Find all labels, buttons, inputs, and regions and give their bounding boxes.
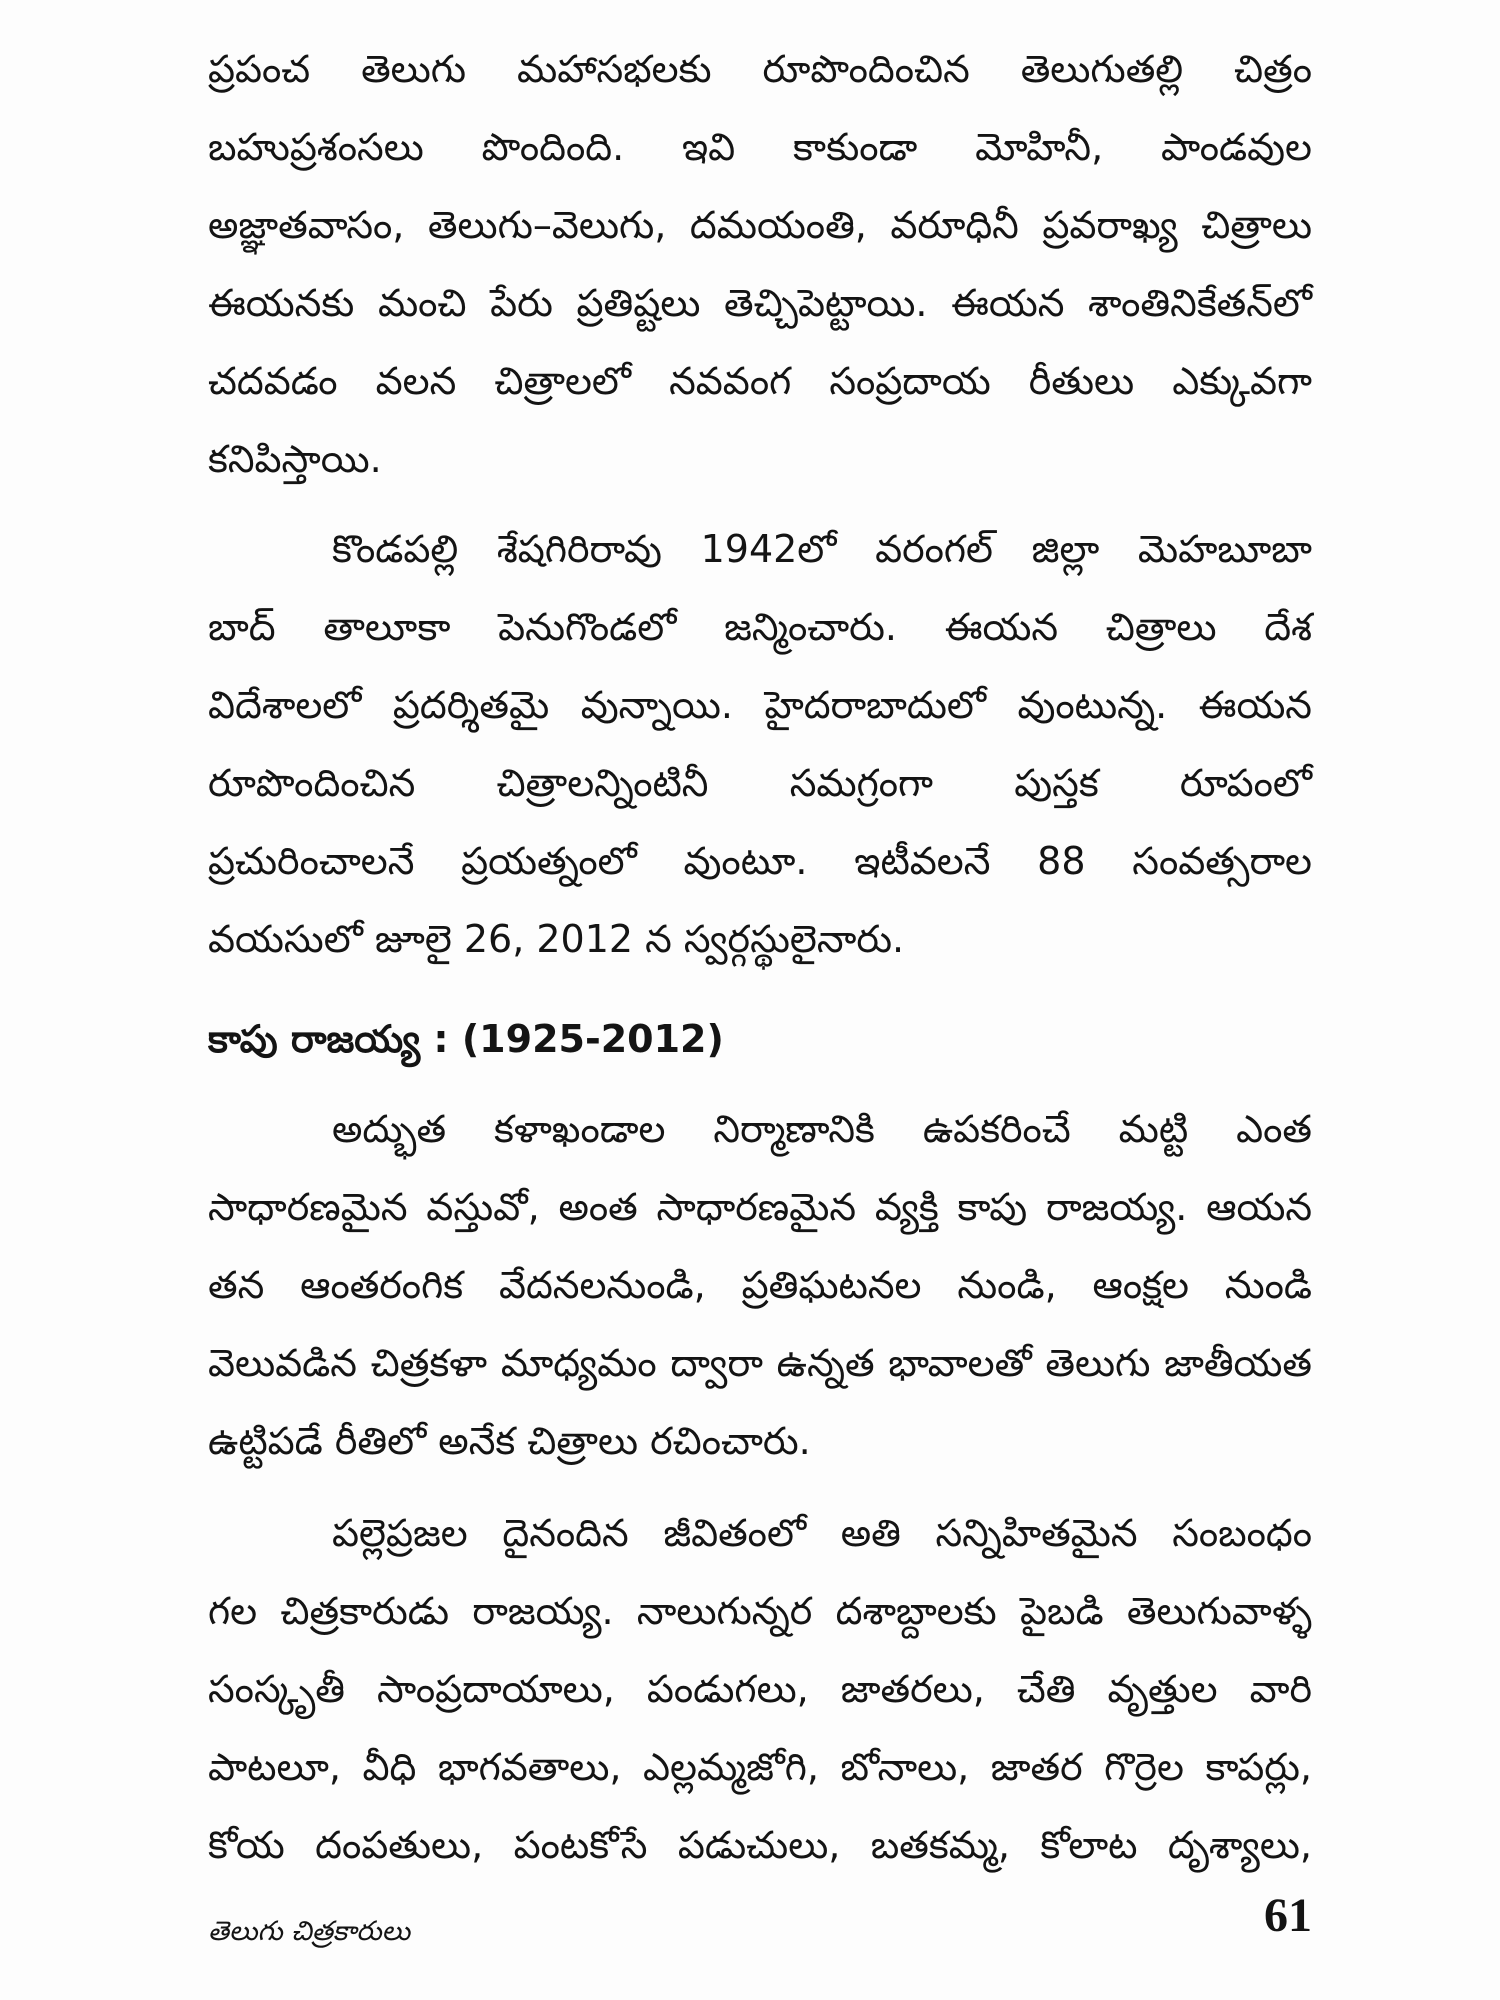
text-line: ప్రపంచ తెలుగు మహాసభలకు రూపొందించిన తెలుగుతల్లి చిత్రం [208, 47, 1312, 91]
paragraph [208, 510, 1312, 978]
paragraph [208, 1090, 1312, 1480]
paragraph [208, 30, 1312, 498]
text-line: అజ్ఞాతవాసం, తెలుగు–వెలుగు, దమయంతి, వరూధినీ ప్రవరాఖ్య చిత్రాలు [208, 203, 1312, 247]
text-line: చదవడం వలన చిత్రాలలో నవవంగ సంప్రదాయ రీతులు ఎక్కువగా [208, 359, 1312, 403]
text-line: కోయ దంపతులు, పంటకోసే పడుచులు, బతకమ్మ, కోలాట దృశ్యాలు, [208, 1823, 1312, 1867]
text-line: వెలువడిన చిత్రకళా మాధ్యమం ద్వారా ఉన్నత భావాలతో తెలుగు జాతీయత [208, 1341, 1312, 1385]
text-line: బహుప్రశంసలు పొందింది. ఇవి కాకుండా మోహినీ, పాండవుల [208, 125, 1312, 169]
text-line: ఈయనకు మంచి పేరు ప్రతిష్టలు తెచ్చిపెట్టాయి. ఈయన శాంతినికేతన్‌లో [208, 281, 1312, 325]
text-line: పాటలూ, వీధి భాగవతాలు, ఎల్లమ్మజోగి, బోనాలు, జాతర గొర్రెల కాపర్లు, [208, 1745, 1312, 1789]
text-line: కొండపల్లి శేషగిరిరావు 1942లో వరంగల్ జిల్లా మెహబూబా [332, 527, 1312, 571]
text-line: పల్లెప్రజల దైనందిన జీవితంలో అతి సన్నిహితమైన సంబంధం [332, 1511, 1312, 1555]
section-heading: కాపు రాజయ్య : (1925-2012) [208, 1017, 724, 1061]
paragraph [208, 1494, 1312, 1884]
text-line: కనిపిస్తాయి. [208, 437, 382, 481]
page-number: 61 [1264, 1889, 1312, 1942]
running-footer-title: తెలుగు చిత్రకారులు [208, 1916, 411, 1947]
text-line: ప్రచురించాలనే ప్రయత్నంలో వుంటూ. ఇటీవలనే 88 సంవత్సరాల [208, 839, 1312, 883]
text-line: సాధారణమైన వస్తువో, అంత సాధారణమైన వ్యక్తి కాపు రాజయ్య. ఆయన [208, 1185, 1312, 1229]
text-line: తన ఆంతరంగిక వేదనలనుండి, ప్రతిఘటనల నుండి, ఆంక్షల నుండి [208, 1263, 1312, 1307]
text-line: విదేశాలలో ప్రదర్శితమై వున్నాయి. హైదరాబాదులో వుంటున్న. ఈయన [208, 683, 1312, 727]
text-line: వయసులో జూలై 26, 2012 న స్వర్గస్థులైనారు. [208, 917, 905, 961]
text-line: రూపొందించిన చిత్రాలన్నింటినీ సమగ్రంగా పుస్తక రూపంలో [208, 761, 1312, 805]
text-line: బాద్ తాలూకా పెనుగొండలో జన్మించారు. ఈయన చిత్రాలు దేశ [208, 605, 1312, 649]
text-line: సంస్కృతీ సాంప్రదాయాలు, పండుగలు, జాతరలు, చేతి వృత్తుల వారి [208, 1667, 1312, 1711]
text-line: గల చిత్రకారుడు రాజయ్య. నాలుగున్నర దశాబ్దాలకు పైబడి తెలుగువాళ్ళ [208, 1589, 1312, 1633]
text-line: అద్భుత కళాఖండాల నిర్మాణానికి ఉపకరించే మట్టి ఎంత [332, 1107, 1312, 1151]
text-line: ఉట్టిపడే రీతిలో అనేక చిత్రాలు రచించారు. [208, 1419, 811, 1463]
